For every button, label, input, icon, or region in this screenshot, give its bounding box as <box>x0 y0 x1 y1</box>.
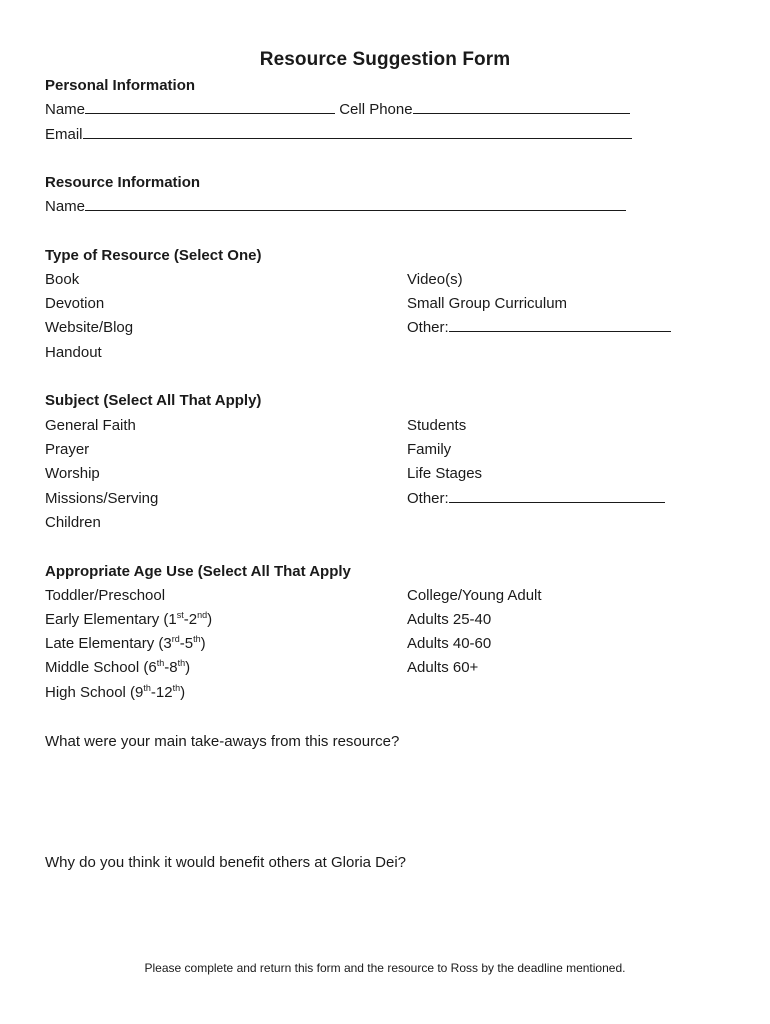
benefit-answer-area[interactable] <box>45 882 725 952</box>
email-field[interactable] <box>83 126 632 139</box>
type-option-handout[interactable]: Handout <box>45 344 102 361</box>
subject-other-field[interactable] <box>449 490 665 503</box>
subject-heading: Subject (Select All That Apply) <box>45 392 262 409</box>
type-option-other <box>407 319 671 336</box>
subject-option-worship[interactable]: Worship <box>45 465 100 482</box>
age-option-high-school[interactable]: High School (9th-12th) <box>45 683 186 701</box>
email-label: Email <box>45 126 83 143</box>
age-option-toddler[interactable]: Toddler/Preschool <box>45 587 166 604</box>
subject-other-label: Other: <box>407 490 449 507</box>
cell-phone-label: Cell Phone <box>339 101 413 118</box>
question-benefit: Why do you think it would benefit others at Gloria Dei? <box>45 854 407 871</box>
question-takeaways: What were your main take-aways from this resource? <box>45 733 400 750</box>
subject-option-family[interactable]: Family <box>407 441 452 458</box>
age-option-early-elementary[interactable]: Early Elementary (1st-2nd) <box>45 610 213 628</box>
personal-name-label: Name <box>45 101 86 118</box>
resource-name-label: Name <box>45 198 86 215</box>
email-row <box>45 126 632 143</box>
resource-name-field[interactable] <box>85 198 626 211</box>
subject-option-children[interactable]: Children <box>45 514 101 531</box>
age-option-late-elementary[interactable]: Late Elementary (3rd-5th) <box>45 634 206 652</box>
type-option-small-group[interactable]: Small Group Curriculum <box>407 295 568 312</box>
resource-name-row <box>45 198 626 215</box>
age-option-college-young-adult[interactable]: College/Young Adult <box>407 587 542 604</box>
type-heading: Type of Resource (Select One) <box>45 247 262 264</box>
age-option-adults-60-plus[interactable]: Adults 60+ <box>407 659 479 676</box>
subject-option-prayer[interactable]: Prayer <box>45 441 90 458</box>
cell-phone-field[interactable] <box>413 101 630 114</box>
takeaways-answer-area[interactable] <box>45 760 725 840</box>
age-option-adults-40-60[interactable]: Adults 40-60 <box>407 635 492 652</box>
type-option-book[interactable]: Book <box>45 271 80 288</box>
personal-name-field[interactable] <box>85 101 335 114</box>
age-option-adults-25-40[interactable]: Adults 25-40 <box>407 611 492 628</box>
resource-info-heading: Resource Information <box>45 174 201 191</box>
type-option-website-blog[interactable]: Website/Blog <box>45 319 134 336</box>
subject-option-life-stages[interactable]: Life Stages <box>407 465 483 482</box>
type-other-field[interactable] <box>449 319 671 332</box>
personal-info-heading: Personal Information <box>45 77 196 94</box>
subject-option-other <box>407 490 665 507</box>
type-other-label: Other: <box>407 319 449 336</box>
subject-option-students[interactable]: Students <box>407 417 467 434</box>
age-option-middle-school[interactable]: Middle School (6th-8th) <box>45 658 191 676</box>
footer-note: Please complete and return this form and the resource to Ross by the deadline mentioned. <box>144 961 626 975</box>
personal-name-row <box>45 101 630 118</box>
age-heading: Appropriate Age Use (Select All That Apply <box>45 563 351 580</box>
subject-option-general-faith[interactable]: General Faith <box>45 417 136 434</box>
subject-option-missions-serving[interactable]: Missions/Serving <box>45 490 159 507</box>
type-option-videos[interactable]: Video(s) <box>407 271 463 288</box>
form-title: Resource Suggestion Form <box>259 49 511 70</box>
type-option-devotion[interactable]: Devotion <box>45 295 105 312</box>
